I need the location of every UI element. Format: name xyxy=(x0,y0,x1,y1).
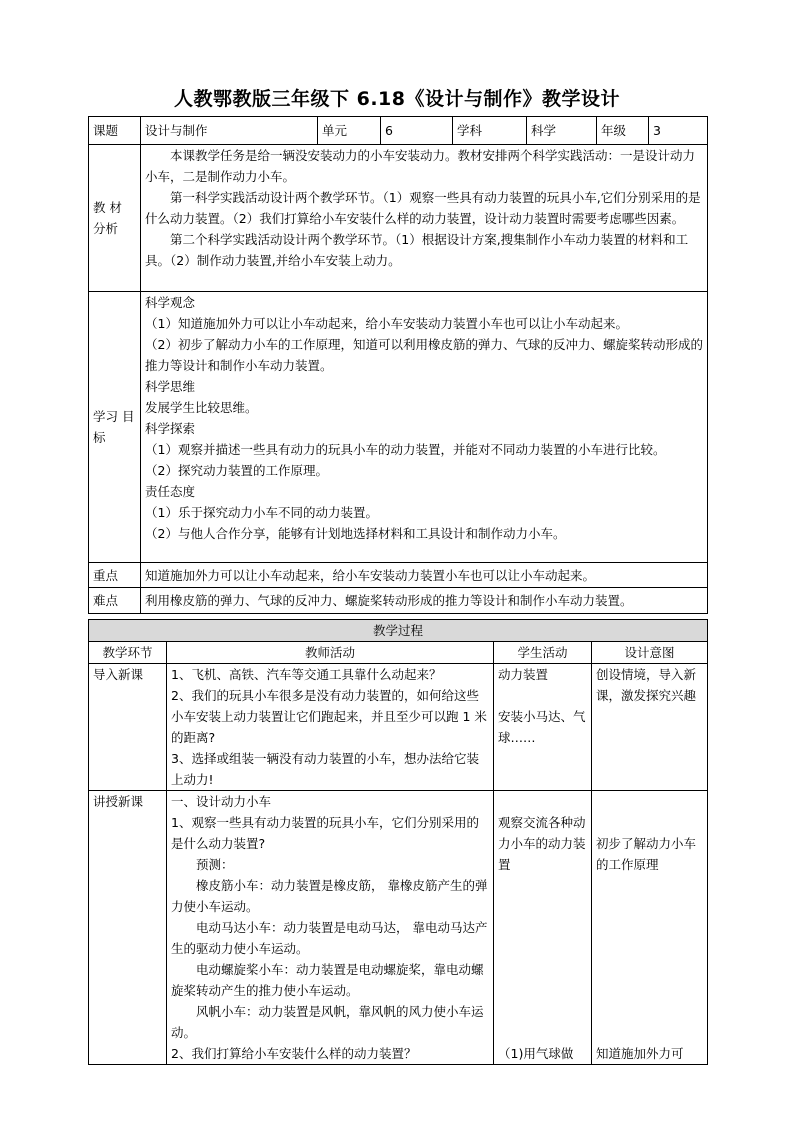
col-student: 学生活动 xyxy=(494,642,592,664)
topic-value: 设计与制作 xyxy=(141,117,318,145)
student-line: 动力装置 xyxy=(498,667,549,682)
label-material-analysis: 教 材 分析 xyxy=(89,145,141,292)
teacher-line: 电动螺旋桨小车：动力装置是电动螺旋桨，靠电动螺旋桨转动产生的推力使小车运动。 xyxy=(171,962,484,998)
teacher-line: 预测： xyxy=(196,857,234,872)
label-difficulty: 难点 xyxy=(89,588,141,614)
student-line: 安装小马达、气球…… xyxy=(498,709,586,745)
label-key-point: 重点 xyxy=(89,563,141,588)
teacher-line: 风帆小车：动力装置是风帆，靠风帆的风力使小车运动。 xyxy=(171,1004,484,1040)
student-intro xyxy=(494,664,592,791)
goal-line: 科学思维 xyxy=(145,379,196,394)
goal-line: （2）与他人合作分享，能够有计划地选择材料和工具设计和制作动力小车。 xyxy=(145,526,566,541)
col-stage: 教学环节 xyxy=(89,642,167,664)
teacher-line: 橡皮筋小车：动力装置是橡皮筋， 靠橡皮筋产生的弹力使小车运动。 xyxy=(171,878,488,914)
material-paragraph: 本课教学任务是给一辆没安装动力的小车安装动力。教材安排两个科学实践活动：一是设计动力小车，二是制作动力小车。 xyxy=(145,148,696,184)
teacher-new xyxy=(167,791,494,1065)
teacher-line: 3、选择或组装一辆没有动力装置的小车，想办法给它装上动力! xyxy=(171,751,479,787)
goal-line: （1）知道施加外力可以让小车动起来，给小车安装动力装置小车也可以让小车动起来。 xyxy=(145,316,628,331)
difficulty: 利用橡皮筋的弹力、气球的反冲力、螺旋桨转动形成的推力等设计和制作小车动力装置。 xyxy=(141,588,708,614)
teacher-line: 一、设计动力小车 xyxy=(171,794,272,809)
col-teacher: 教师活动 xyxy=(167,642,494,664)
label-unit: 单元 xyxy=(318,117,381,145)
teacher-line: 1、观察一些具有动力装置的玩具小车，它们分别采用的是什么动力装置? xyxy=(171,815,479,851)
goal-line: 责任态度 xyxy=(145,484,196,499)
goal-line: （2）初步了解动力小车的工作原理，知道可以利用橡皮筋的弹力、气球的反冲力、螺旋桨转动形成的推力等设计和制作小车动力装置。 xyxy=(145,337,703,373)
key-point: 知道施加外力可以让小车动起来，给小车安装动力装置小车也可以让小车动起来。 xyxy=(141,563,708,588)
intent-line: 初步了解动力小车的工作原理 xyxy=(596,836,697,872)
subject-value: 科学 xyxy=(527,117,597,145)
process-header: 教学过程 xyxy=(89,620,708,642)
material-paragraph: 第一科学实践活动设计两个教学环节。（1）观察一些具有动力装置的玩具小车,它们分别采用的是什么动力装置。（2）我们打算给小车安装什么样的动力装置，设计动力装置时需要考虑哪些因素。 xyxy=(145,190,701,226)
goal-line: 科学观念 xyxy=(145,295,196,310)
intent-new xyxy=(592,791,708,1065)
goal-line: 发展学生比较思维。 xyxy=(145,400,258,415)
teacher-line: 电动马达小车：动力装置是电动马达， 靠电动马达产生的驱动力使小车运动。 xyxy=(171,920,488,956)
grade-value: 3 xyxy=(649,117,708,145)
student-line: （1)用气球做 xyxy=(498,1046,574,1061)
teacher-intro xyxy=(167,664,494,791)
label-learning-goals: 学习 目标 xyxy=(89,292,141,563)
goal-line: （2）探究动力装置的工作原理。 xyxy=(145,463,328,478)
student-line: 观察交流各种动力小车的动力装置 xyxy=(498,815,586,872)
stage-new: 讲授新课 xyxy=(89,791,167,1065)
material-analysis xyxy=(141,145,708,292)
document-title: 人教鄂教版三年级下 6.18《设计与制作》教学设计 xyxy=(174,88,620,110)
material-paragraph: 第二个科学实践活动设计两个教学环节。（1）根据设计方案,搜集制作小车动力装置的材料和工具。（2）制作动力装置,并给小车安装上动力。 xyxy=(145,232,689,268)
stage-intro: 导入新课 xyxy=(89,664,167,791)
teacher-line: 1、飞机、高铁、汽车等交通工具靠什么动起来？ xyxy=(171,667,442,682)
teacher-line: 2、我们打算给小车安装什么样的动力装置？ xyxy=(171,1046,417,1061)
goal-line: （1）乐于探究动力小车不同的动力装置。 xyxy=(145,505,378,520)
teacher-line: 2、我们的玩具小车很多是没有动力装置的，如何给这些小车安装上动力装置让它们跑起来，并且至少可以跑 1 米的距离? xyxy=(171,688,487,745)
unit-value: 6 xyxy=(381,117,453,145)
label-subject: 学科 xyxy=(453,117,527,145)
intent-line: 知道施加外力可 xyxy=(596,1046,684,1061)
goal-line: （1）观察并描述一些具有动力的玩具小车的动力装置，并能对不同动力装置的小车进行比较。 xyxy=(145,442,666,457)
learning-goals xyxy=(141,292,708,563)
label-grade: 年级 xyxy=(597,117,649,145)
label-topic: 课题 xyxy=(89,117,141,145)
lesson-info-table xyxy=(88,116,708,614)
intent-intro: 创设情境，导入新课，激发探究兴趣 xyxy=(592,664,708,791)
teaching-process-table xyxy=(88,619,708,1065)
col-intent: 设计意图 xyxy=(592,642,708,664)
goal-line: 科学探索 xyxy=(145,421,196,436)
student-new xyxy=(494,791,592,1065)
